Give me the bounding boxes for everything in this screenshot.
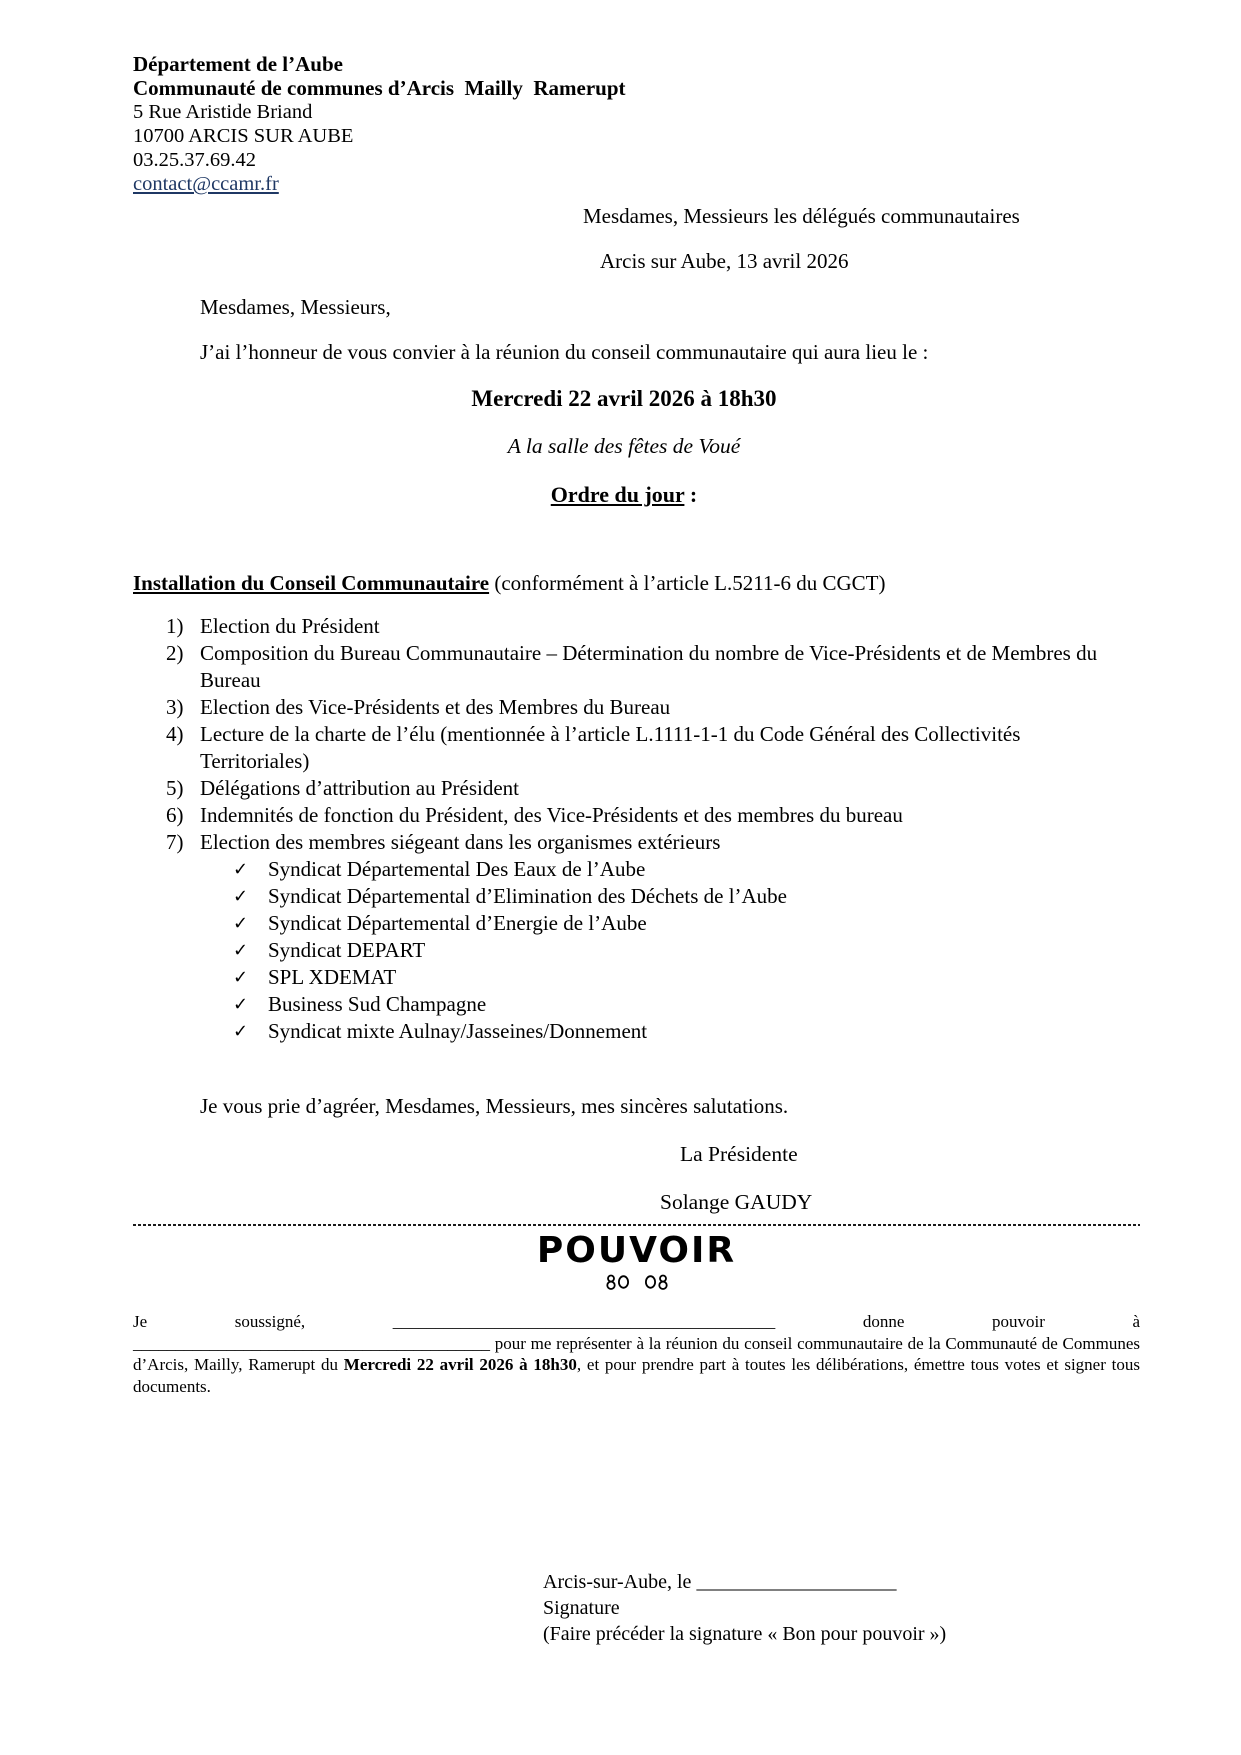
agenda-item-number: 3) <box>166 695 184 719</box>
pouvoir-word: pouvoir <box>991 1312 1045 1331</box>
signature-note: (Faire précéder la signature « Bon pour pouvoir ») <box>543 1623 947 1645</box>
section-title: Installation du Conseil Communautaire <box>133 571 490 595</box>
place-date-line: Arcis sur Aube, 13 avril 2026 <box>600 249 849 273</box>
agenda-item-number: 1) <box>166 614 184 638</box>
external-body-name: Business Sud Champagne <box>268 992 487 1016</box>
agenda-item <box>166 775 1115 802</box>
list-item <box>233 883 1115 910</box>
agenda-item-text: Election des Vice-Présidents et des Membres du Bureau <box>200 695 671 719</box>
agenda-list <box>133 613 1115 856</box>
pouvoir-text: pour me représenter à la réunion du conseil communautaire de la Communauté de Communes d’Arcis, Mailly, Ramerupt du <box>133 1333 1145 1374</box>
agenda-item <box>166 694 1115 721</box>
pouvoir-word: Je <box>133 1312 148 1331</box>
agenda-item-text: Composition du Bureau Communautaire – Détermination du nombre de Vice-Présidents et de Membres du Bureau <box>200 641 1098 692</box>
agenda-item-number: 6) <box>166 803 184 827</box>
pouvoir-line1 <box>133 1311 1140 1333</box>
list-item <box>233 937 1115 964</box>
external-bodies-list <box>133 856 1115 1045</box>
external-body-name: Syndicat mixte Aulnay/Jasseines/Donnement <box>268 1019 648 1043</box>
pouvoir-paragraph <box>133 1333 1145 1398</box>
org-phone: 03.25.37.69.42 <box>133 149 256 171</box>
agenda-heading-text: Ordre du jour <box>550 482 685 507</box>
signature-place-date-line <box>543 1569 1140 1595</box>
external-body-name: Syndicat DEPART <box>268 938 426 962</box>
signer-name: Solange GAUDY <box>660 1190 813 1214</box>
signature-place-date-label: Arcis-sur-Aube, le <box>543 1571 697 1593</box>
org-street: 5 Rue Aristide Briand <box>133 101 313 123</box>
signature-label: Signature <box>543 1597 620 1619</box>
salutation: Mesdames, Messieurs, <box>200 295 391 319</box>
agenda-item-text: Indemnités de fonction du Président, des Vice-Présidents et des membres du bureau <box>200 803 903 827</box>
pouvoir-title: POUVOIR <box>536 1230 737 1271</box>
signature-block <box>133 1569 1140 1647</box>
org-name-department: Département de l’Aube <box>133 52 343 76</box>
agenda-item-text: Délégations d’attribution au Président <box>200 776 520 800</box>
pouvoir-word: à <box>1132 1312 1140 1331</box>
checkmark-icon: ✓ <box>233 913 249 934</box>
list-item <box>233 910 1115 937</box>
agenda-item-number: 5) <box>166 776 184 800</box>
pouvoir-form <box>133 1311 1145 1397</box>
external-body-name: Syndicat Départemental Des Eaux de l’Aube <box>268 857 646 881</box>
external-body-name: SPL XDEMAT <box>268 965 397 989</box>
meeting-venue: A la salle des fêtes de Voué <box>507 434 741 458</box>
checkmark-icon: ✓ <box>233 859 249 880</box>
pouvoir-word: donne <box>862 1312 905 1331</box>
agenda-item-text: Election des membres siégeant dans les organismes extérieurs <box>200 830 721 854</box>
section-heading <box>133 570 1115 597</box>
letter-body <box>133 203 1115 1215</box>
signer-title: La Présidente <box>680 1142 798 1166</box>
external-body-name: Syndicat Départemental d’Elimination des Déchets de l’Aube <box>268 884 788 908</box>
pouvoir-meeting-datetime: Mercredi 22 avril 2026 à 18h30 <box>343 1355 577 1374</box>
checkmark-icon: ✓ <box>233 994 249 1015</box>
letterhead <box>133 52 1140 196</box>
list-item <box>233 1018 1115 1045</box>
pouvoir-word: soussigné, <box>234 1312 306 1331</box>
scroll-ornament-icon <box>133 1273 1140 1296</box>
name-blank-field: _____________________________________________ <box>392 1312 776 1331</box>
pouvoir-text: , et pour prendre part à toutes les délibérations, émettre tous votes et signer tous documents. <box>133 1355 1140 1396</box>
agenda-item-number: 4) <box>166 722 184 746</box>
agenda-item-text: Election du Président <box>200 614 380 638</box>
intro-paragraph: J’ai l’honneur de vous convier à la réunion du conseil communautaire qui aura lieu le : <box>200 340 929 364</box>
external-body-name: Syndicat Départemental d’Energie de l’Aube <box>268 911 647 935</box>
date-blank-field: ____________________ <box>696 1571 897 1593</box>
org-city: 10700 ARCIS SUR AUBE <box>133 125 354 147</box>
agenda-heading-colon: : <box>684 482 698 507</box>
cut-line-separator <box>133 1224 1140 1226</box>
agenda-item <box>166 640 1115 694</box>
checkmark-icon: ✓ <box>233 886 249 907</box>
agenda-item-text: Lecture de la charte de l’élu (mentionnée à l’article L.1111-1-1 du Code Général des Collectivités Territoriales) <box>200 722 1021 773</box>
list-item <box>233 856 1115 883</box>
checkmark-icon: ✓ <box>233 940 249 961</box>
agenda-heading <box>133 481 1115 508</box>
org-name-community: Communauté de communes d’Arcis Mailly Ramerupt <box>133 76 626 100</box>
delegate-blank-field: __________________________________________ <box>133 1333 490 1353</box>
meeting-datetime: Mercredi 22 avril 2026 à 18h30 <box>471 386 777 411</box>
list-item <box>233 991 1115 1018</box>
agenda-item <box>166 829 1115 856</box>
agenda-item-number: 7) <box>166 830 184 854</box>
org-email-link[interactable]: contact@ccamr.fr <box>133 173 279 195</box>
section-title-suffix: (conformément à l’article L.5211-6 du CGCT) <box>489 571 886 595</box>
recipient-line: Mesdames, Messieurs les délégués communautaires <box>583 204 1020 228</box>
agenda-item <box>166 613 1115 640</box>
list-item <box>233 964 1115 991</box>
closing-paragraph: Je vous prie d’agréer, Mesdames, Messieurs, mes sincères salutations. <box>200 1094 789 1118</box>
agenda-item <box>166 721 1115 775</box>
agenda-item <box>166 802 1115 829</box>
checkmark-icon: ✓ <box>233 967 249 988</box>
checkmark-icon: ✓ <box>233 1021 249 1042</box>
agenda-item-number: 2) <box>166 641 184 665</box>
